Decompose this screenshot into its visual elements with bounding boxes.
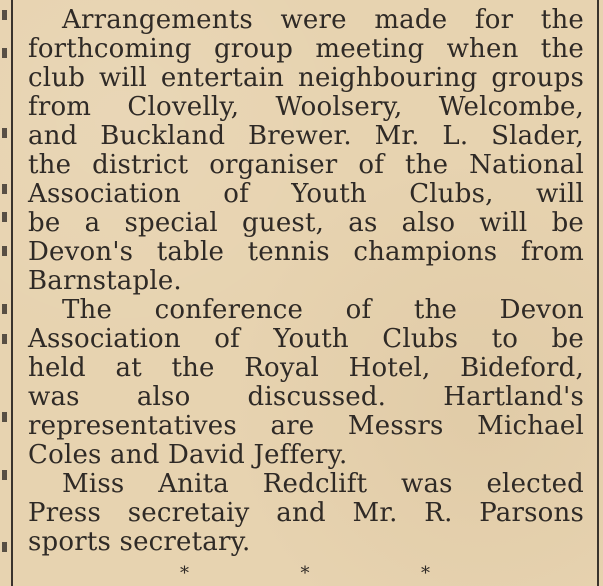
separator-star: *	[300, 563, 310, 584]
edge-fragment	[2, 412, 7, 422]
edge-fragment	[2, 334, 7, 344]
paragraph-line: Devon's table tennis champions from	[28, 237, 584, 267]
left-column-rule	[11, 0, 13, 586]
paragraph-line: Barnstaple.	[28, 266, 182, 296]
paragraph-line: was also discussed. Hartland's	[28, 382, 584, 412]
separator-star: *	[180, 563, 189, 584]
edge-fragment	[2, 48, 7, 58]
paragraph-line: be a special guest, as also will be	[28, 208, 584, 238]
paragraph-3	[28, 470, 584, 557]
paragraph-line: held at the Royal Hotel, Bideford,	[28, 353, 584, 383]
edge-fragment	[2, 304, 7, 314]
article-body	[28, 6, 584, 557]
paragraph-1	[28, 6, 584, 296]
edge-fragment	[2, 246, 7, 256]
paragraph-line: Miss Anita Redclift was elected	[62, 469, 584, 499]
paragraph-line: sports secretary.	[28, 527, 251, 557]
paragraph-line: The conference of the Devon	[62, 295, 584, 325]
left-edge-text-fragments	[0, 0, 10, 586]
paragraph-line: Association of Youth Clubs, will	[28, 179, 584, 209]
paragraph-2	[28, 296, 584, 470]
edge-fragment	[2, 212, 7, 222]
edge-fragment	[2, 128, 7, 138]
edge-fragment	[2, 542, 7, 552]
paragraph-line: representatives are Messrs Michael	[28, 411, 584, 441]
edge-fragment	[2, 10, 7, 20]
paragraph-line: the district organiser of the National	[28, 150, 584, 180]
right-column-rule	[597, 0, 599, 586]
paragraph-line: Arrangements were made for the	[62, 5, 584, 35]
paragraph-line: forthcoming group meeting when the	[28, 34, 584, 64]
paragraph-line: Press secretaiy and Mr. R. Parsons	[28, 498, 584, 528]
section-separator	[180, 565, 430, 583]
edge-fragment	[2, 470, 7, 480]
edge-fragment	[2, 184, 7, 194]
paragraph-line: Coles and David Jeffery.	[28, 440, 348, 470]
paragraph-line: from Clovelly, Woolsery, Welcombe,	[28, 92, 584, 122]
paragraph-line: and Buckland Brewer. Mr. L. Slader,	[28, 121, 584, 151]
paragraph-line: Association of Youth Clubs to be	[28, 324, 584, 354]
paragraph-line: club will entertain neighbouring groups	[28, 63, 584, 93]
separator-star: *	[421, 563, 430, 584]
